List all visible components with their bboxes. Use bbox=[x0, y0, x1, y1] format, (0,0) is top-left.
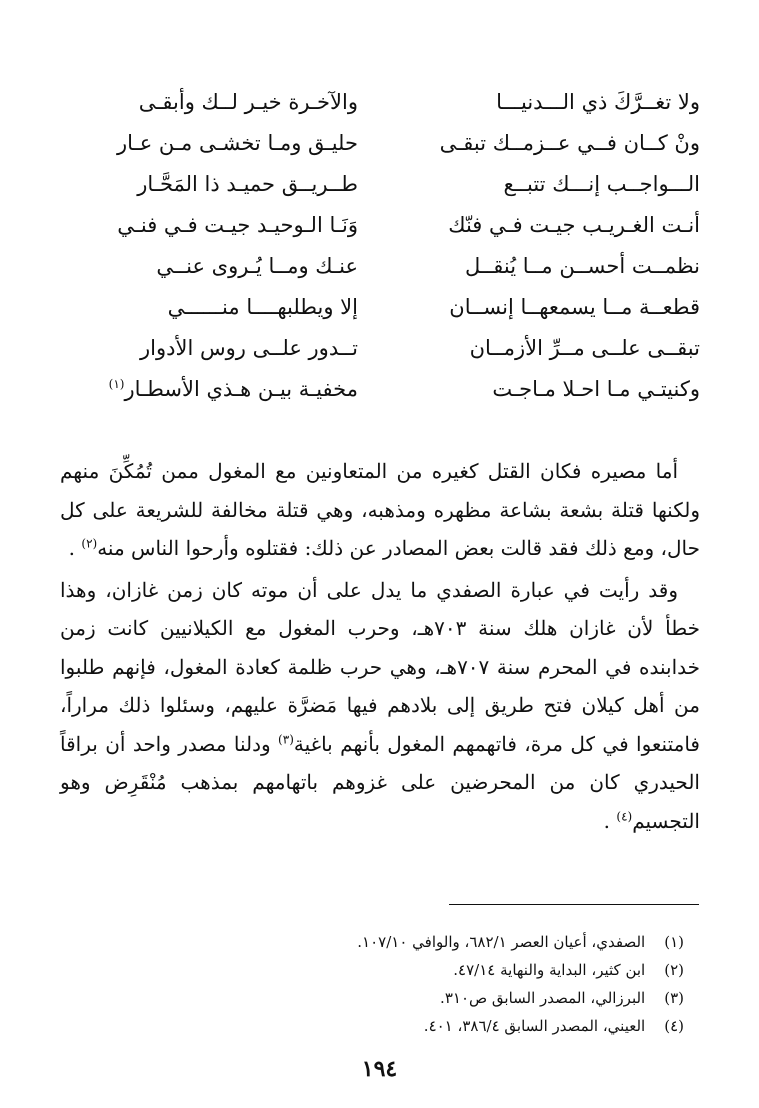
verse-second-hemistich: إلا ويطلبهــــا منــــــي bbox=[167, 295, 358, 319]
footnotes bbox=[60, 928, 684, 1040]
verse-second-hemistich bbox=[60, 369, 358, 410]
paragraph-text: أما مصيره فكان القتل كغيره من المتعاونين مع المغول ممن تُمُكِّنَ منهم ولكنها قتلة بشعة بشاعة مظهره ومذهبه، وهي قتلة مخالفة للشريعة على كل حال، ومع ذلك فقد قالت بعض المصادر عن ذلك: فقتلوه وأرحوا الناس منه bbox=[60, 459, 700, 560]
poem-verse bbox=[60, 246, 700, 287]
verse-second-hemistich: حليـق ومـا تخشـى مـن عـار bbox=[117, 131, 358, 155]
verse-first-hemistich: أنـت الغـريـب جيـت فـي فنّك bbox=[448, 213, 700, 237]
footnote-separator bbox=[449, 904, 699, 905]
verse-text: مخفيـة بيـن هـذي الأسطـار bbox=[124, 377, 358, 401]
footnote-number: (٤) bbox=[664, 1017, 684, 1035]
paragraph bbox=[60, 571, 700, 841]
verse-first-hemistich: وكنيتـي مـا احـلا مـاجـت bbox=[492, 377, 700, 401]
footnote-text: الصفدي، أعيان العصر ٦٨٢/١، والوافي ١٠٧/١٠. bbox=[357, 933, 646, 951]
verse-first-hemistich: ونْ كــان فــي عــزمــك تبقـى bbox=[439, 131, 700, 155]
poem-verse bbox=[60, 328, 700, 369]
footnote-text: ابن كثير، البداية والنهاية ٤٧/١٤. bbox=[453, 961, 646, 979]
footnote bbox=[60, 956, 684, 984]
body-text bbox=[60, 452, 700, 840]
poem-block bbox=[60, 82, 700, 412]
poem-verse bbox=[60, 369, 700, 410]
paragraph-text: وقد رأيت في عبارة الصفدي ما يدل على أن موته كان زمن غازان، وهذا خطأ لأن غازان هلك سنة ٧٠٣هـ، وحرب المغول مع الكيلانيين كانت زمن خدابنده في المحرم سنة ٧٠٧هـ، وهي حرب ظلمة كعادة المغول، فإنهم طلبوا من أهل كيلان فتح طريق إلى بلادهم فيها مَضرَّة عليهم، وسئلوا ذلك مراراً، فامتنعوا في كل مرة، فاتهمهم المغول بأنهم باغية bbox=[60, 577, 700, 756]
footnote-number: (١) bbox=[664, 933, 684, 951]
footnote-reference[interactable]: (٢) bbox=[81, 536, 98, 551]
footnote-reference[interactable]: (٤) bbox=[616, 808, 633, 823]
footnote-number: (٣) bbox=[664, 989, 684, 1007]
paragraph-text: ودلنا مصدر واحد أن براقاً الحيدري كان من المحرضين على غزوهم باتهامهم بمذهب مُنْقَرِض وهو التجسيم bbox=[60, 731, 700, 833]
verse-first-hemistich: نظمــت أحســن مــا يُنقــل bbox=[465, 254, 700, 278]
footnote-text: البرزالي، المصدر السابق ص٣١٠. bbox=[440, 989, 646, 1007]
footnote-reference[interactable]: (٣) bbox=[278, 731, 294, 746]
verse-second-hemistich: وَنَـا الـوحيـد جيـت فـي فنـي bbox=[117, 213, 358, 237]
footnote-text: العيني، المصدر السابق ٣٨٦/٤، ٤٠١. bbox=[423, 1017, 646, 1035]
verse-first-hemistich: الـــواجــب إنـــك تتبــع bbox=[503, 172, 700, 196]
verse-second-hemistich: طــريــق حميـد ذا المَحَّـار bbox=[137, 172, 358, 196]
verse-first-hemistich: قطعــة مــا يسمعهــا إنســان bbox=[449, 295, 700, 319]
verse-second-hemistich: والآخـرة خيـر لــك وأبقـى bbox=[138, 90, 358, 114]
paragraph-end: . bbox=[603, 808, 611, 833]
paragraph-end: . bbox=[68, 536, 76, 560]
verse-second-hemistich: عنـك ومــا يُـروى عنــي bbox=[156, 254, 358, 278]
verse-first-hemistich: تبقــى علــى مــرِّ الأزمــان bbox=[469, 336, 700, 360]
footnote bbox=[60, 928, 684, 956]
poem-verse bbox=[60, 123, 700, 164]
footnote bbox=[60, 984, 684, 1012]
footnote-reference[interactable]: (١) bbox=[108, 377, 125, 391]
footnote-number: (٢) bbox=[664, 961, 684, 979]
poem-verse bbox=[60, 82, 700, 123]
verse-second-hemistich: تــدور علــى روس الأدوار bbox=[140, 336, 358, 360]
page-number: ١٩٤ bbox=[361, 1056, 398, 1082]
poem-verse bbox=[60, 287, 700, 328]
poem-verse bbox=[60, 164, 700, 205]
poem-verse bbox=[60, 205, 700, 246]
paragraph bbox=[60, 452, 700, 568]
verse-first-hemistich: ولا تغــرَّكَ ذي الـــدنيـــا bbox=[496, 90, 700, 114]
footnote bbox=[60, 1012, 684, 1040]
